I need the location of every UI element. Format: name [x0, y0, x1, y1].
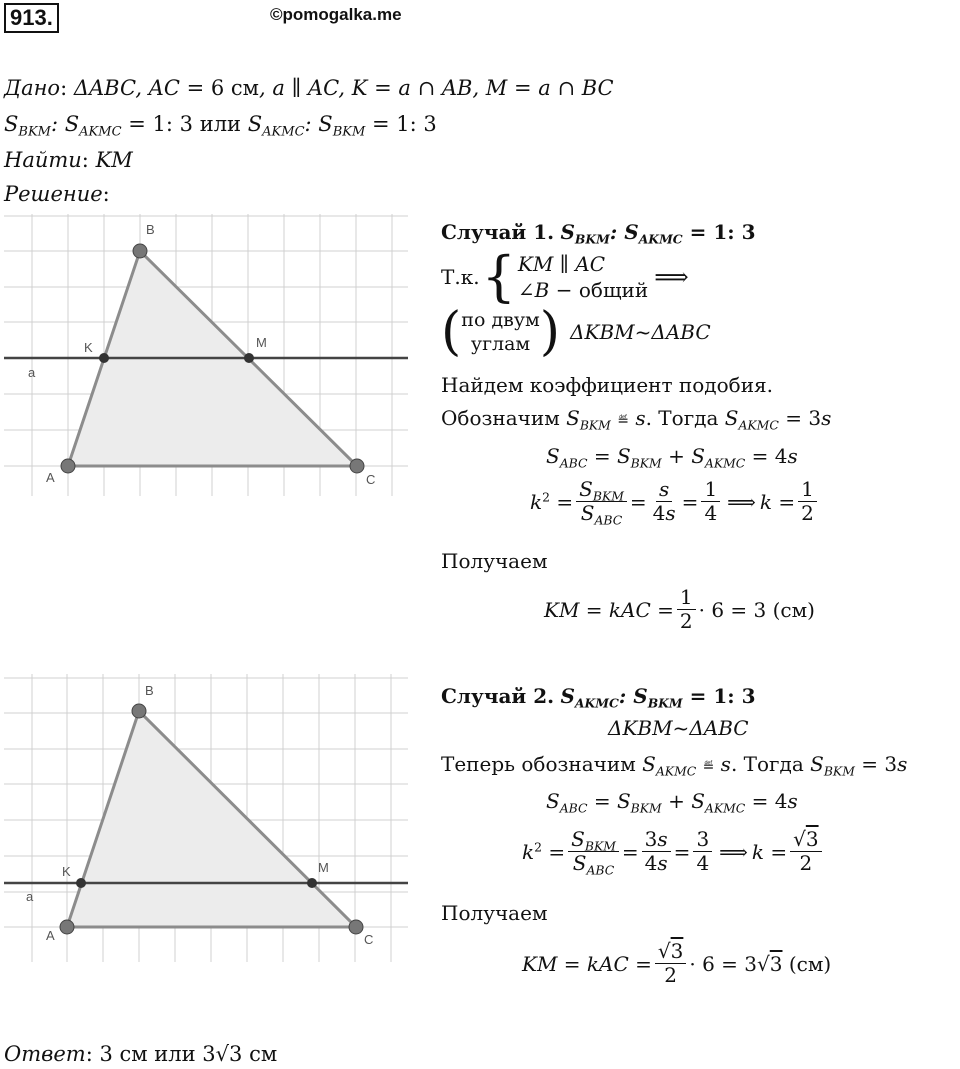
since-word: Т.к. [441, 265, 480, 289]
brace-icon: { [481, 245, 516, 308]
get-2: Получаем [441, 901, 548, 925]
angles: углам [470, 333, 531, 355]
label-b: B [145, 683, 154, 698]
denote-line-1: Обозначим $S_{BKM}$ ≝ s. Тогда $S_{AKMC} = 3s$ [441, 406, 832, 433]
find-coef: Найдем коэффициент подобия. [441, 373, 773, 397]
system-line-2: ∠B − общий [517, 278, 649, 302]
label-k: K [62, 864, 71, 879]
given-text: ΔABC, AC = 6 см, a ∥ AC, K = a ∩ AB, M = a ∩ BC [73, 76, 614, 100]
km-result-2: KM = kAC = $\frac{√3}{2}$ · 6 = 3√3 (см) [522, 939, 832, 987]
case2-title: Случай 2. $S_{AKMC}$: $S_{BKM} = 1$: 3 [441, 684, 756, 711]
point-m [244, 353, 254, 363]
paren-right-icon: ) [539, 302, 561, 362]
label-a: A [46, 928, 55, 943]
label-c: C [364, 932, 374, 947]
case1-system [441, 245, 689, 308]
watermark: ©pomogalka.me [270, 5, 402, 24]
get-1: Получаем [441, 549, 548, 573]
paren-left-icon: ( [441, 302, 462, 362]
point-c [349, 920, 363, 934]
answer-line: Ответ: 3 см или 3√3 см [4, 1042, 278, 1066]
label-c: C [366, 472, 376, 487]
point-k [99, 353, 109, 363]
ratio-line: $S_{BKM}$: $S_{AKMC} = 1$: 3 или $S_{AKMC}$: $S_{BKM} = 1$: 3 [4, 112, 437, 140]
implies-icon: ⟹ [654, 263, 689, 291]
denote-line-2: Теперь обозначим $S_{AKMC}$ ≝ s. Тогда $S_{BKM} = 3s$ [441, 752, 908, 779]
label-line-a: a [28, 365, 36, 380]
label-a: A [46, 470, 55, 485]
answer-text: 3 см или 3√3 см [99, 1042, 278, 1066]
similarity-2: ΔKBM~ΔABC [608, 716, 749, 740]
point-a [60, 920, 74, 934]
problem-number: 913. [4, 3, 59, 33]
k-formula-2: $k^2$ = $\frac{S_{BKM}}{S_{ABC}}$ = $\frac{3s}{4s}$ = $\frac{3}{4}$ ⟹ k = $\frac{√3}{2}$ [522, 828, 825, 875]
sum-line-2: $S_{ABC} = S_{BKM} + S_{AKMC} = 4s$ [546, 789, 798, 816]
solution-label: Решение: [4, 182, 110, 206]
point-k [76, 878, 86, 888]
label-m: M [318, 860, 329, 875]
sum-line-1: $S_{ABC} = S_{BKM} + S_{AKMC} = 4s$ [546, 444, 798, 471]
point-b [132, 704, 146, 718]
point-b [133, 244, 147, 258]
label-k: K [84, 340, 93, 355]
point-c [350, 459, 364, 473]
km-result-1: KM = kAC = $\frac{1}{2}$ · 6 = 3 (см) [544, 585, 815, 633]
case1-similarity [441, 302, 711, 362]
point-a [61, 459, 75, 473]
label-b: B [146, 222, 155, 237]
find-line: Найти: KM [4, 148, 133, 172]
label-m: M [256, 335, 267, 350]
figure-case-2 [4, 674, 408, 962]
similarity-1: ΔKBM~ΔABC [570, 320, 711, 344]
figure-case-1 [4, 214, 408, 496]
point-m [307, 878, 317, 888]
label-line-a: a [26, 889, 34, 904]
case1-title: Случай 1. $S_{BKM}$: $S_{AKMC} = 1$: 3 [441, 220, 756, 247]
or-word: или [199, 112, 242, 136]
find-label: Найти [4, 148, 82, 172]
system-line-1: KM ∥ AC [517, 252, 606, 276]
find-value: KM [95, 148, 133, 172]
given-label: Дано [4, 76, 61, 100]
k-formula-1: $k^2$ = $\frac{S_{BKM}}{S_{ABC}}$ = $\frac{s}{4s}$ = $\frac{1}{4}$ ⟹ k = $\frac{1}{2}$ [530, 478, 820, 525]
by-two: по двум [461, 309, 540, 331]
answer-label: Ответ [4, 1042, 86, 1066]
given-line: Дано: ΔABC, AC = 6 см, a ∥ AC, K = a ∩ AB, M = a ∩ BC [4, 76, 614, 100]
